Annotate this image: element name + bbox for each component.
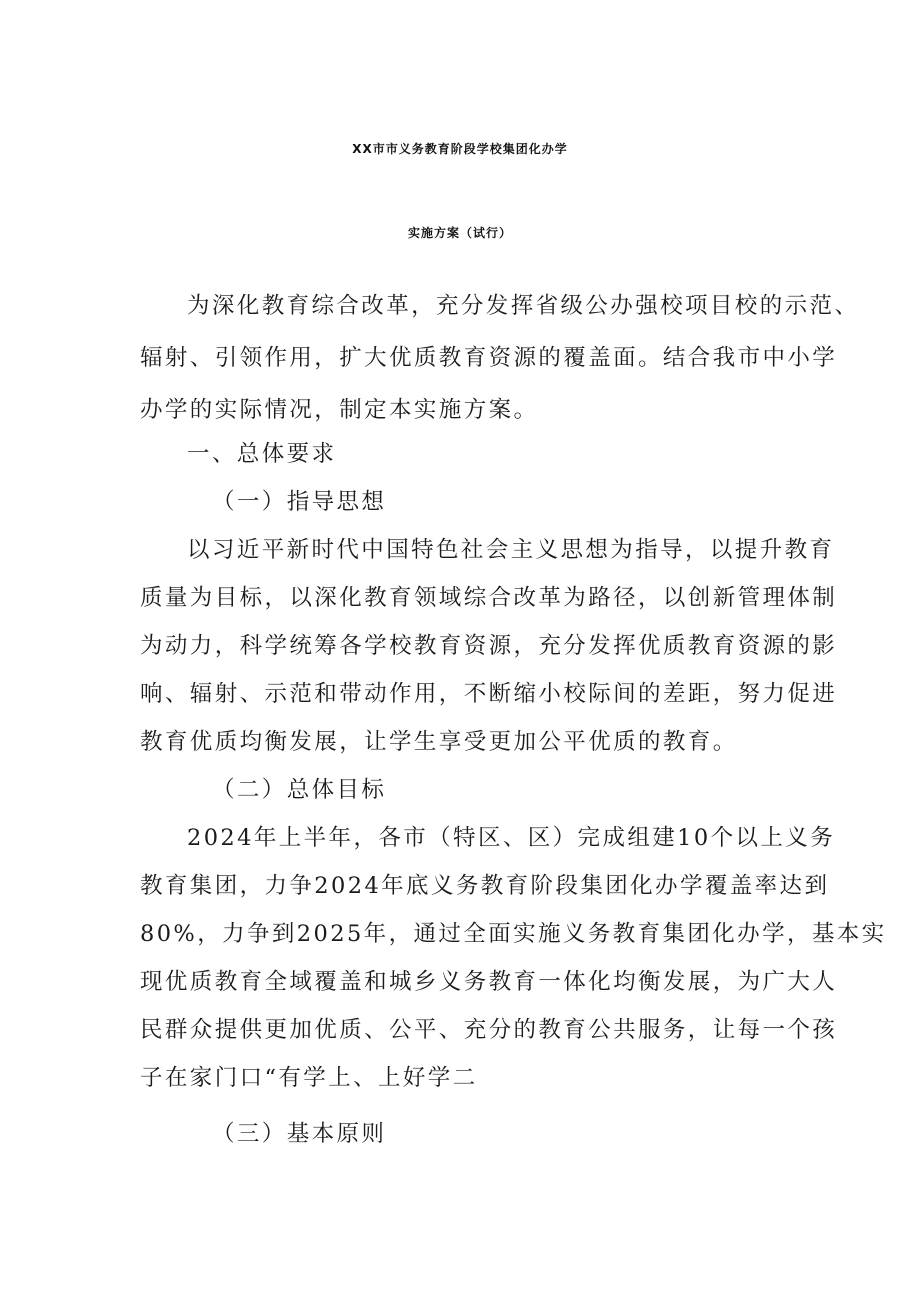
- intro-line: 办学的实际情况，制定本实施方案。: [140, 397, 539, 423]
- paragraph-line: 子在家门口“有学上、上好学二: [140, 1065, 478, 1091]
- paragraph-line: 以习近平新时代中国特色社会主义思想为指导，以提升教育: [187, 537, 835, 563]
- paragraph-line: 质量为目标，以深化教育领域综合改革为路径，以创新管理体制: [140, 585, 838, 611]
- paragraph-line: 响、辐射、示范和带动作用，不断缩小校际间的差距，努力促进: [140, 681, 838, 707]
- subsection-heading: （三）基本原则: [212, 1121, 387, 1147]
- paragraph-line: 为动力，科学统筹各学校教育资源，充分发挥优质教育资源的影: [140, 633, 838, 659]
- subsection-heading: （二）总体目标: [212, 777, 387, 803]
- paragraph-line: 2024年上半年，各市（特区、区）完成组建10个以上义务: [187, 825, 836, 851]
- section-heading: 一、总体要求: [187, 441, 337, 467]
- document-title-line-2: 实施方案（试行）: [407, 226, 512, 240]
- document-title-line-1: XX市市义务教育阶段学校集团化办学: [352, 142, 568, 156]
- paragraph-line: 教育集团，力争2024年底义务教育阶段集团化办学覆盖率达到: [140, 873, 830, 899]
- paragraph-line: 教育优质均衡发展，让学生享受更加公平优质的教育。: [140, 729, 738, 755]
- paragraph-line: 民群众提供更加优质、公平、充分的教育公共服务，让每一个孩: [140, 1017, 838, 1043]
- subsection-heading: （一）指导思想: [212, 489, 387, 515]
- paragraph-line: 80%，力争到2025年，通过全面实施义务教育集团化办学，基本实: [140, 921, 887, 947]
- intro-line: 辐射、引领作用，扩大优质教育资源的覆盖面。结合我市中小学: [140, 345, 838, 371]
- paragraph-line: 现优质教育全域覆盖和城乡义务教育一体化均衡发展，为广大人: [140, 969, 838, 995]
- intro-line: 为深化教育综合改革，充分发挥省级公办强校项目校的示范、: [187, 293, 860, 319]
